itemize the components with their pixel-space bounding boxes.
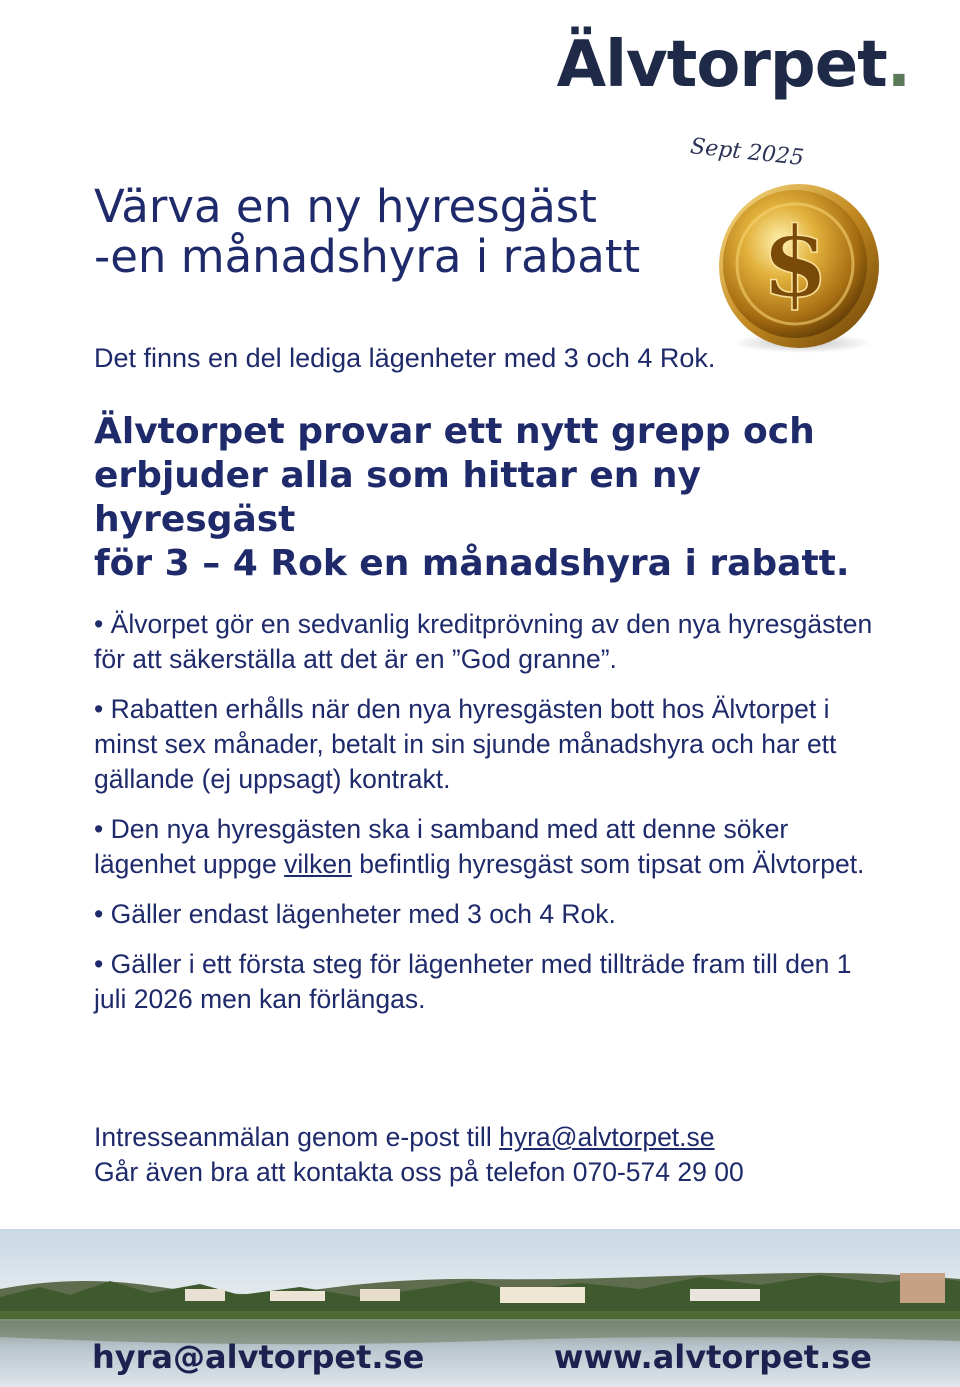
headline-line1: Värva en ny hyresgäst (94, 180, 597, 233)
footer-website[interactable]: www.alvtorpet.se (553, 1338, 872, 1376)
condition-item: • Älvorpet gör en sedvanlig kreditprövning av den nya hyresgästen för att säkerställa att det är en ”God granne”. (94, 609, 873, 674)
condition-item: • Gäller endast lägenheter med 3 och 4 Rok. (94, 899, 616, 929)
footer-email[interactable]: hyra@alvtorpet.se (92, 1338, 425, 1376)
condition-text: • Den nya hyresgästen ska i samband med att denne söker lägenhet uppge (94, 814, 789, 879)
coin-dollar-sign: $ (761, 206, 829, 319)
gold-dollar-coin-icon (707, 178, 885, 356)
building (500, 1287, 585, 1303)
building (690, 1289, 760, 1301)
offer-heading (94, 410, 894, 586)
building (270, 1291, 325, 1301)
alvtorpet-logo (557, 28, 910, 102)
headline-line2: -en månadshyra i rabatt (94, 230, 641, 283)
shore-grass (0, 1311, 960, 1319)
logo-name: Älvtorpet (556, 28, 887, 102)
condition-item: • Gäller i ett första steg för lägenheter med tillträde fram till den 1 juli 2026 men kan förlängas. (94, 949, 852, 1014)
condition-item: • Rabatten erhålls när den nya hyresgästen bott hos Älvtorpet i minst sex månader, betalt in sin sjunde månadshyra och har ett gällande (ej uppsagt) kontrakt. (94, 694, 837, 794)
logo-dot: . (886, 28, 910, 102)
headline (94, 182, 640, 282)
building (360, 1289, 400, 1301)
building (900, 1273, 945, 1303)
building (185, 1289, 225, 1301)
offer-line3: för 3 – 4 Rok en månadshyra i rabatt. (94, 543, 850, 584)
contact-phone-line: Går även bra att kontakta oss på telefon 070-574 29 00 (94, 1157, 744, 1187)
date-note: Sept 2025 (689, 134, 805, 171)
contact-prefix: Intresseanmälan genom e-post till (94, 1122, 500, 1152)
offer-line1: Älvtorpet provar ett nytt grepp och (94, 411, 815, 452)
contact-email-link[interactable]: hyra@alvtorpet.se (499, 1122, 715, 1152)
offer-line2: erbjuder alla som hittar en ny hyresgäst (94, 455, 702, 540)
contact-info (94, 1120, 744, 1190)
intro-text: Det finns en del lediga lägenheter med 3 och 4 Rok. (94, 343, 716, 373)
condition-item (94, 812, 884, 882)
condition-underlined-word: vilken (284, 849, 352, 879)
conditions-list (94, 607, 884, 1032)
condition-text: befintlig hyresgäst som tipsat om Älvtorpet. (351, 849, 865, 879)
